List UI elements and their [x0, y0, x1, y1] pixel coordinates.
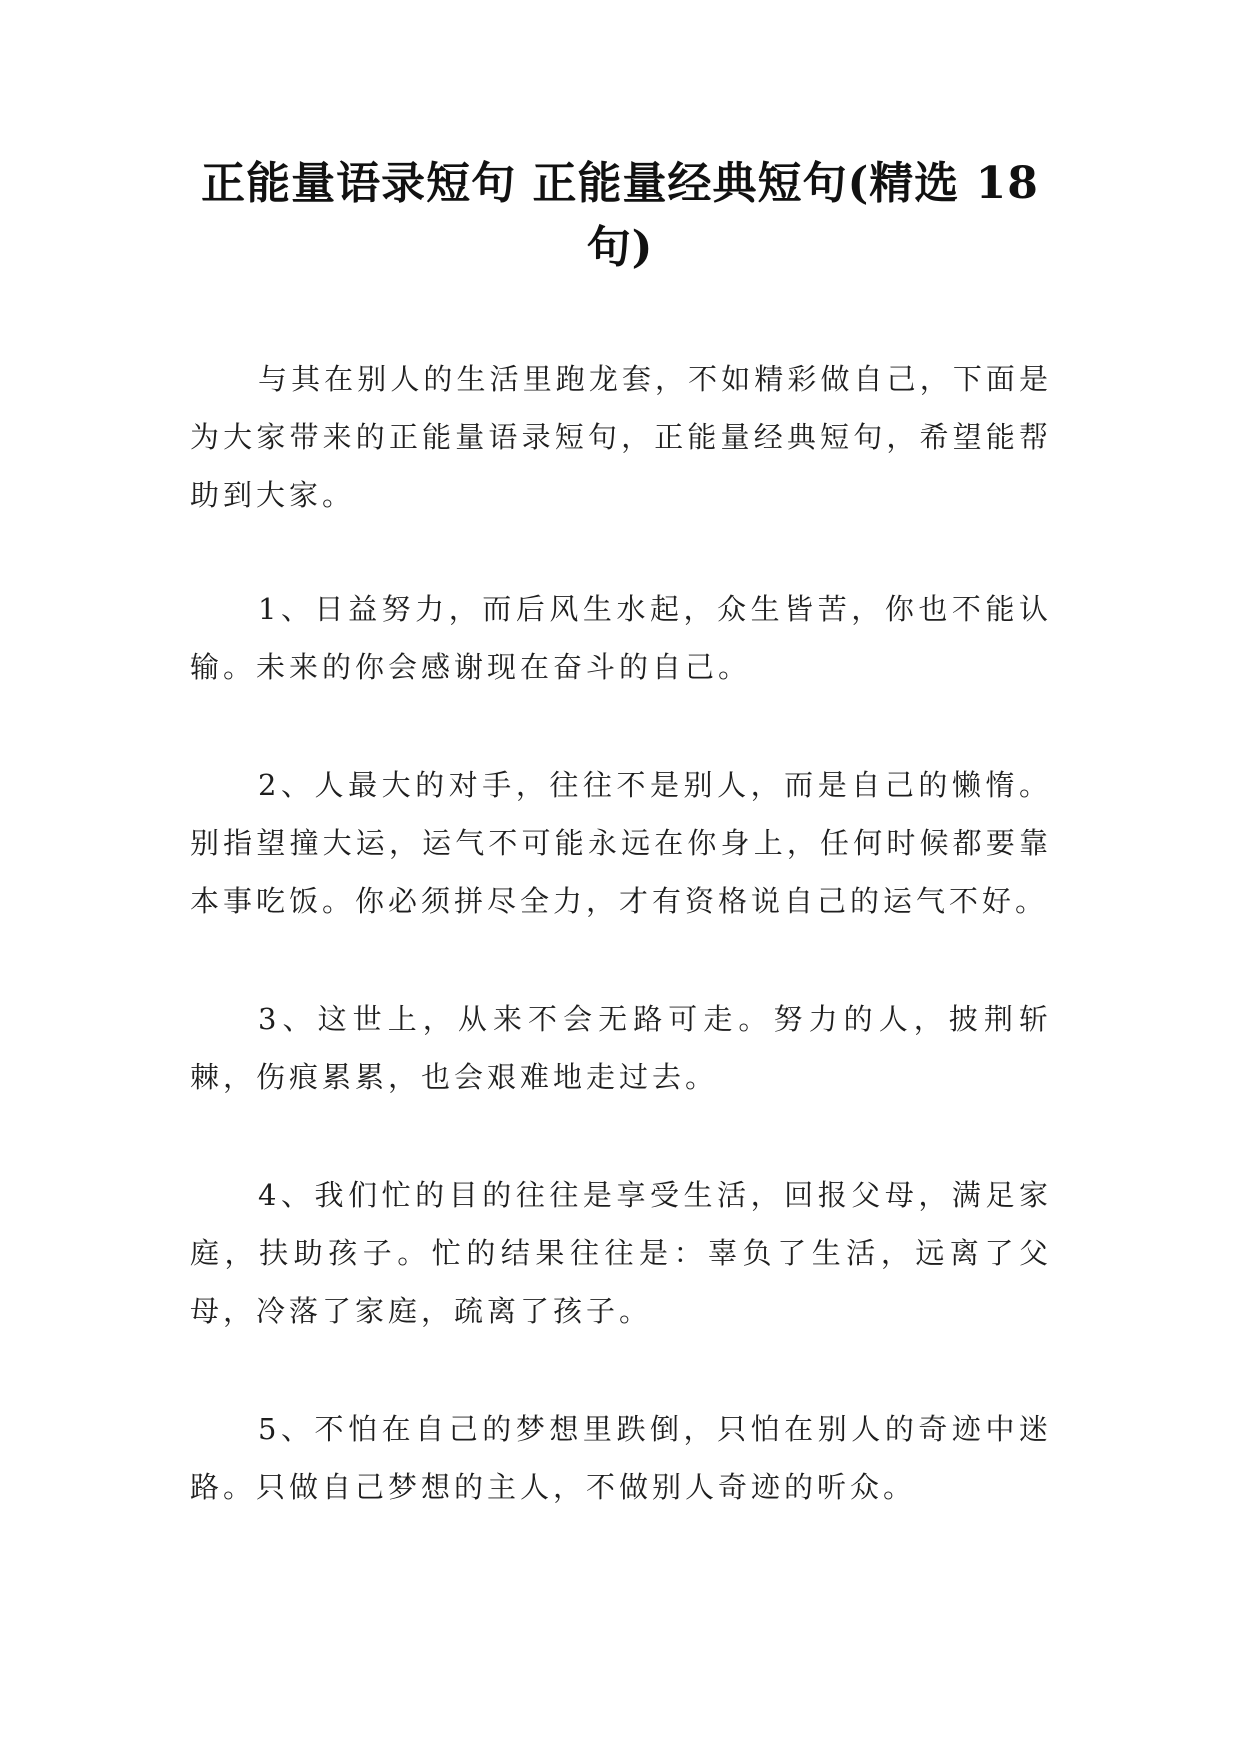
- quote-paragraph-2: 2、人最大的对手，往往不是别人，而是自己的懒惰。别指望撞大运，运气不可能永远在你身上，任何时候都要靠本事吃饭。你必须拼尽全力，才有资格说自己的运气不好。: [190, 768, 1052, 918]
- quote-paragraph-3: 3、这世上，从来不会无路可走。努力的人，披荆斩棘，伤痕累累，也会艰难地走过去。: [190, 1002, 1052, 1094]
- quote-paragraph-4: 4、我们忙的目的往往是享受生活，回报父母，满足家庭，扶助孩子。忙的结果往往是：辜负了生活，远离了父母，冷落了家庭，疏离了孩子。: [190, 1178, 1052, 1328]
- quote-paragraph-1: 1、日益努力，而后风生水起，众生皆苦，你也不能认输。未来的你会感谢现在奋斗的自己。: [190, 592, 1052, 684]
- quote-paragraph-5: 5、不怕在自己的梦想里跌倒，只怕在别人的奇迹中迷路。只做自己梦想的主人，不做别人奇迹的听众。: [190, 1412, 1052, 1504]
- page-title: 正能量语录短句 正能量经典短句(精选 18 句): [201, 158, 1039, 273]
- intro-paragraph: 与其在别人的生活里跑龙套，不如精彩做自己，下面是为大家带来的正能量语录短句，正能量经典短句，希望能帮助到大家。: [190, 362, 1052, 512]
